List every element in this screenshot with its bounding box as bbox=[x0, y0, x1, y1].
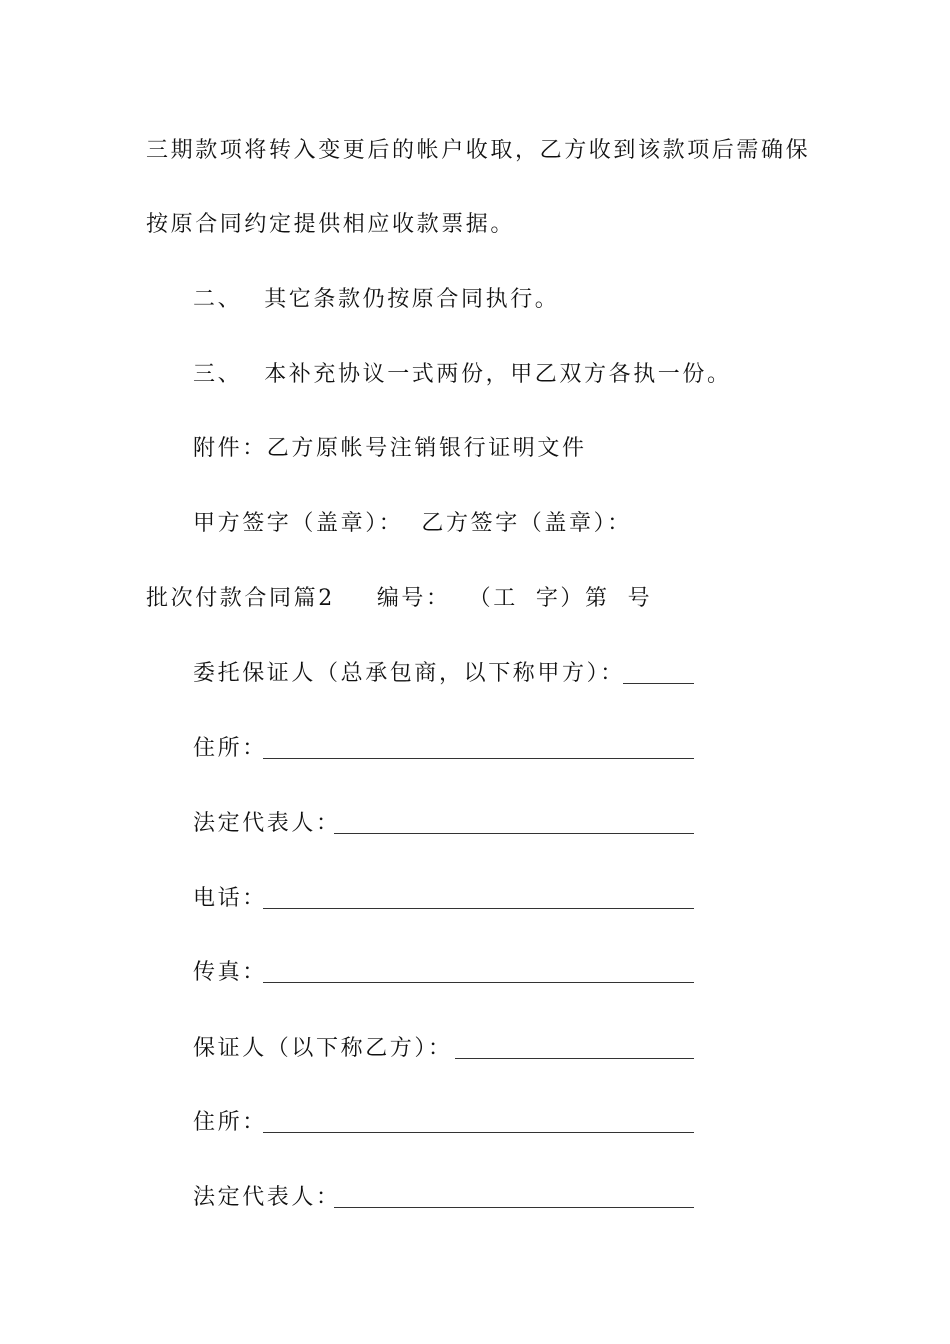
clause-text: 本补充协议一式两份，甲乙双方各执一份。 bbox=[264, 362, 732, 387]
attachment-text: 附件：乙方原帐号注销银行证明文件 bbox=[193, 436, 587, 461]
fill-in-blank[interactable] bbox=[623, 683, 694, 684]
field-label: 传真： bbox=[193, 960, 267, 985]
form-field-entrusting-guarantor bbox=[193, 659, 694, 689]
clause-number: 二、 bbox=[193, 287, 243, 312]
paragraph-text: 三期款项将转入变更后的帐户收取，乙方收到该款项后需确保 bbox=[146, 138, 811, 163]
paragraph-continuation-end bbox=[146, 210, 515, 240]
contract-number-label: 编号： bbox=[376, 586, 451, 611]
field-label: 法定代表人： bbox=[193, 1185, 341, 1210]
contract-number-part: 字）第 bbox=[535, 586, 610, 611]
paragraph-continuation bbox=[146, 136, 810, 166]
field-label: 委托保证人（总承包商，以下称甲方）： bbox=[193, 661, 625, 686]
field-label: 住所： bbox=[193, 1110, 267, 1135]
signature-line bbox=[193, 509, 632, 539]
form-field-fax bbox=[193, 958, 694, 988]
party-a-signature-label: 甲方签字（盖章）： bbox=[193, 511, 404, 536]
clause-number: 三、 bbox=[193, 362, 243, 387]
clause-three bbox=[193, 360, 732, 390]
form-field-legal-representative bbox=[193, 1183, 694, 1213]
party-b-signature-label: 乙方签字（盖章）： bbox=[421, 511, 632, 536]
fill-in-blank[interactable] bbox=[334, 1207, 694, 1208]
form-field-legal-representative bbox=[193, 809, 694, 839]
section-heading bbox=[146, 584, 652, 614]
paragraph-text: 按原合同约定提供相应收款票据。 bbox=[146, 212, 516, 237]
field-label: 法定代表人： bbox=[193, 811, 341, 836]
attachment-line bbox=[193, 434, 587, 464]
contract-number-part: 号 bbox=[627, 586, 653, 611]
fill-in-blank[interactable] bbox=[263, 982, 694, 983]
fill-in-blank[interactable] bbox=[263, 1132, 694, 1133]
form-field-address bbox=[193, 1108, 694, 1138]
fill-in-blank[interactable] bbox=[263, 758, 694, 759]
contract-number-part: （工 bbox=[468, 586, 518, 611]
form-field-phone bbox=[193, 884, 694, 914]
fill-in-blank[interactable] bbox=[334, 833, 694, 834]
fill-in-blank[interactable] bbox=[455, 1058, 694, 1059]
clause-text: 其它条款仍按原合同执行。 bbox=[264, 287, 560, 312]
form-field-address bbox=[193, 734, 694, 764]
form-field-guarantor bbox=[193, 1034, 694, 1064]
clause-two bbox=[193, 285, 559, 315]
field-label: 电话： bbox=[193, 886, 267, 911]
field-label: 住所： bbox=[193, 736, 267, 761]
field-label: 保证人（以下称乙方）： bbox=[193, 1036, 453, 1061]
fill-in-blank[interactable] bbox=[263, 908, 694, 909]
section-title: 批次付款合同篇2 bbox=[146, 586, 335, 611]
